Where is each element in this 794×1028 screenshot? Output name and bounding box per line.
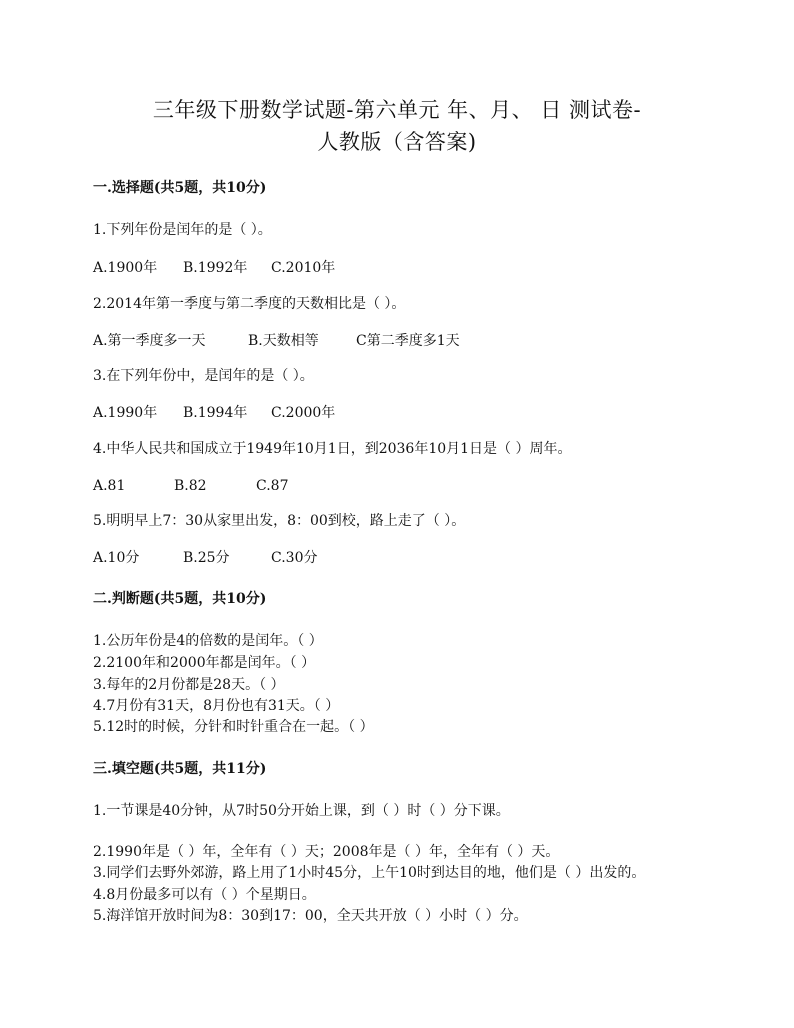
option-b: B.天数相等	[248, 333, 319, 349]
option-c: C第二季度多1天	[356, 333, 460, 349]
option-a: A.81	[93, 478, 126, 494]
option-c: C.2000年	[271, 405, 336, 421]
fill-blank-item: 5.海洋馆开放时间为8：30到17：00，全天共开放（ ）小时（ ）分。	[93, 908, 528, 924]
option-c: C.87	[256, 478, 289, 494]
question-text: 5.明明早上7：30从家里出发，8：00到校，路上走了（ ）。	[93, 513, 466, 529]
statement-item: 3.每年的2月份都是28天。（ ）	[93, 677, 285, 693]
document-title-line-2: 人教版（含答案)	[317, 130, 477, 154]
option-b: B.82	[174, 478, 207, 494]
question-text: 1.下列年份是闰年的是（ ）。	[93, 222, 272, 238]
option-a: A.10分	[93, 550, 140, 566]
option-c: C.2010年	[271, 260, 336, 276]
section-heading-true-false: 二.判断题(共5题，共10分)	[93, 591, 267, 607]
option-c: C.30分	[271, 550, 318, 566]
option-b: B.1994年	[183, 405, 248, 421]
section-heading-choice: 一.选择题(共5题，共10分)	[93, 180, 267, 196]
fill-blank-item: 4.8月份最多可以有（ ）个星期日。	[93, 887, 316, 903]
question-text: 4.中华人民共和国成立于1949年10月1日，到2036年10月1日是（ ）周年。	[93, 441, 572, 457]
statement-item: 4.7月份有31天，8月份也有31天。（ ）	[93, 698, 340, 714]
option-a: A.1900年	[93, 260, 158, 276]
statement-item: 2.2100年和2000年都是闰年。（ ）	[93, 655, 316, 671]
document-title-line-1: 三年级下册数学试题-第六单元 年、月、 日 测试卷-	[152, 98, 642, 122]
fill-blank-item: 1.一节课是40分钟，从7时50分开始上课，到（ ）时（ ）分下课。	[93, 803, 510, 819]
option-b: B.25分	[183, 550, 230, 566]
section-heading-fill-blank: 三.填空题(共5题，共11分)	[93, 761, 267, 777]
option-b: B.1992年	[183, 260, 248, 276]
option-a: A.1990年	[93, 405, 158, 421]
statement-item: 5.12时的时候，分针和时针重合在一起。（ ）	[93, 719, 374, 735]
option-a: A.第一季度多一天	[93, 333, 206, 349]
question-text: 3.在下列年份中，是闰年的是（ ）。	[93, 368, 314, 384]
question-text: 2.2014年第一季度与第二季度的天数相比是（ ）。	[93, 296, 406, 312]
fill-blank-item: 2.1990年是（ ）年，全年有（ ）天；2008年是（ ）年，全年有（ ）天。	[93, 844, 560, 860]
statement-item: 1.公历年份是4的倍数的是闰年。（ ）	[93, 633, 323, 649]
fill-blank-item: 3.同学们去野外郊游，路上用了1小时45分，上午10时到达目的地，他们是（ ）出发的。	[93, 865, 646, 881]
